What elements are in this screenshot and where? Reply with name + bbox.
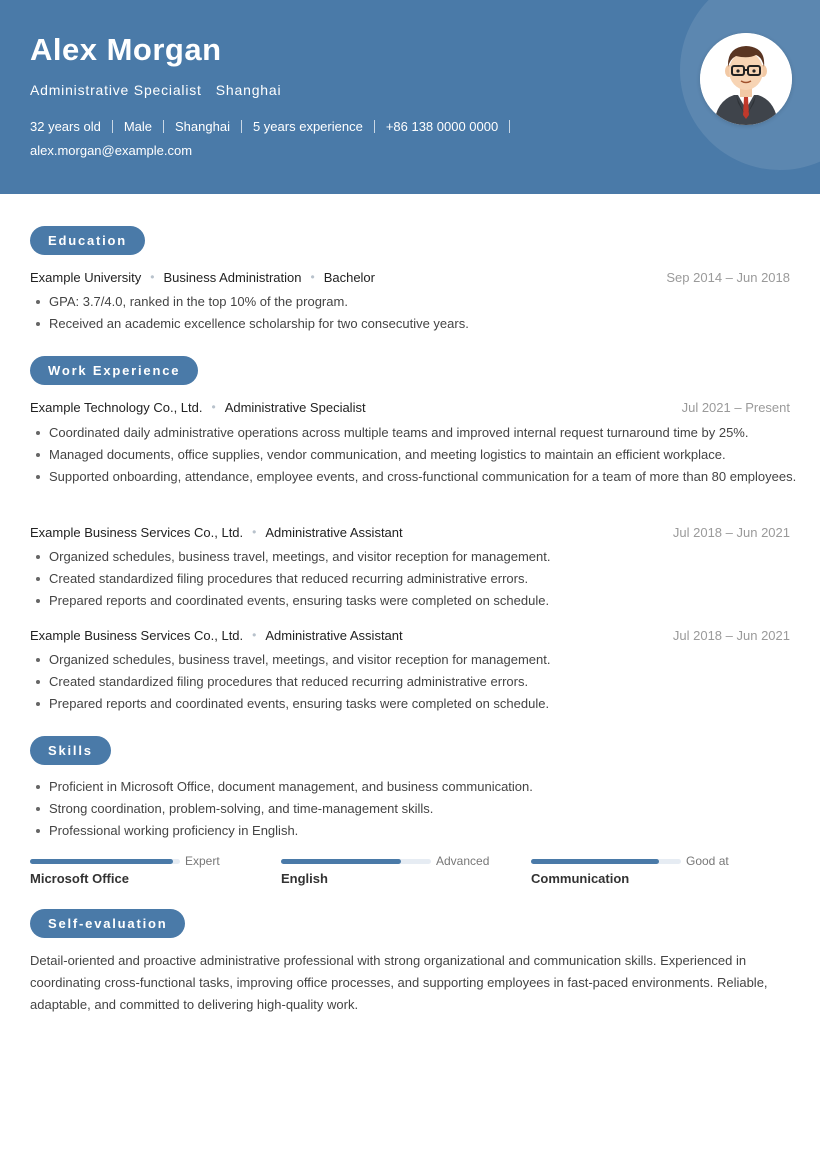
list-item: Coordinated daily administrative operations across multiple teams and improved internal request turnaround time by 25%. [30, 422, 800, 444]
job-title-location: Administrative Specialist Shanghai [30, 82, 282, 98]
job-role: Administrative Assistant [265, 627, 403, 643]
job-role: Administrative Assistant [265, 524, 403, 540]
list-item: Organized schedules, business travel, meetings, and visitor reception for management. [30, 649, 800, 671]
skill-item [531, 856, 741, 892]
skill-progress-fill [30, 859, 173, 864]
skill-item [281, 856, 491, 892]
skill-progress-track [30, 859, 180, 864]
list-item: Created standardized filing procedures that reduced recurring administrative errors. [30, 568, 800, 590]
major: Business Administration [163, 269, 302, 285]
info-separator [241, 120, 242, 133]
info-age: 32 years old [30, 119, 101, 134]
education-date: Sep 2014 – Jun 2018 [666, 269, 790, 285]
info-separator [163, 120, 164, 133]
info-phone: +86 138 0000 0000 [385, 119, 499, 134]
skill-level: Advanced [436, 854, 490, 868]
list-item: Proficient in Microsoft Office, document management, and business communication. [30, 776, 800, 798]
separator-dot: • [211, 400, 216, 414]
skill-level: Expert [185, 854, 220, 868]
info-separator [374, 120, 375, 133]
avatar-man-with-glasses-icon [700, 33, 792, 125]
separator-dot: • [310, 270, 315, 284]
section-title-skills: Skills [30, 736, 111, 765]
skill-progress-fill [281, 859, 401, 864]
job-header [30, 523, 790, 541]
education-bullets [30, 291, 800, 335]
personal-info-row [30, 119, 521, 134]
list-item: Supported onboarding, attendance, employee events, and cross-functional communication for a team of more than 80 employees. [30, 466, 800, 488]
skill-name: Communication [531, 871, 630, 886]
self-evaluation-text: Detail-oriented and proactive administrative professional with strong organizational and communication skills. Experienced in coordinating cross-functional tasks, improving office processes, and supporting employees in fast-paced environments. Reliable, adaptable, and committed to delivering high-quality work. [30, 953, 768, 1012]
job-role: Administrative Specialist [224, 399, 366, 415]
list-item: Organized schedules, business travel, meetings, and visitor reception for management. [30, 546, 800, 568]
job-header [30, 626, 790, 644]
job-date: Jul 2018 – Jun 2021 [672, 524, 790, 540]
job-bullets [30, 649, 800, 715]
section-title-self-evaluation: Self-evaluation [30, 909, 185, 938]
list-item: GPA: 3.7/4.0, ranked in the top 10% of the program. [30, 291, 800, 313]
skill-progress-fill [531, 859, 659, 864]
job-date: Jul 2018 – Jun 2021 [672, 627, 790, 643]
separator-dot: • [252, 628, 257, 642]
candidate-name: Alex Morgan [30, 32, 222, 67]
job-bullets [30, 546, 800, 612]
skill-name: Microsoft Office [30, 871, 129, 886]
info-gender: Male [123, 119, 153, 134]
list-item: Strong coordination, problem-solving, and time-management skills. [30, 798, 800, 820]
job-bullets [30, 422, 800, 488]
info-city: Shanghai [175, 119, 230, 134]
job-header [30, 398, 790, 416]
header-banner [0, 0, 820, 194]
info-separator [112, 120, 113, 133]
skill-name: English [281, 871, 328, 886]
list-item: Prepared reports and coordinated events, ensuring tasks were completed on schedule. [30, 590, 800, 612]
list-item: Prepared reports and coordinated events, ensuring tasks were completed on schedule. [30, 693, 800, 715]
skill-progress-track [531, 859, 681, 864]
skill-item [30, 856, 240, 892]
info-separator [509, 120, 510, 133]
job-date: Jul 2021 – Present [681, 399, 790, 415]
school-name: Example University [30, 269, 142, 285]
skill-level: Good at [686, 854, 729, 868]
list-item: Created standardized filing procedures that reduced recurring administrative errors. [30, 671, 800, 693]
skills-bullets [30, 776, 800, 842]
section-title-education: Education [30, 226, 145, 255]
info-experience: 5 years experience [252, 119, 363, 134]
list-item: Received an academic excellence scholarship for two consecutive years. [30, 313, 800, 335]
company-name: Example Business Services Co., Ltd. [30, 524, 244, 540]
list-item: Managed documents, office supplies, vendor communication, and meeting logistics to maintain an efficient workplace. [30, 444, 800, 466]
skill-progress-track [281, 859, 431, 864]
section-title-work-experience: Work Experience [30, 356, 198, 385]
education-header [30, 268, 790, 286]
separator-dot: • [252, 525, 257, 539]
degree: Bachelor [323, 269, 375, 285]
company-name: Example Technology Co., Ltd. [30, 399, 203, 415]
separator-dot: • [150, 270, 155, 284]
info-email: alex.morgan@example.com [30, 143, 193, 158]
list-item: Professional working proficiency in English. [30, 820, 800, 842]
company-name: Example Business Services Co., Ltd. [30, 627, 244, 643]
